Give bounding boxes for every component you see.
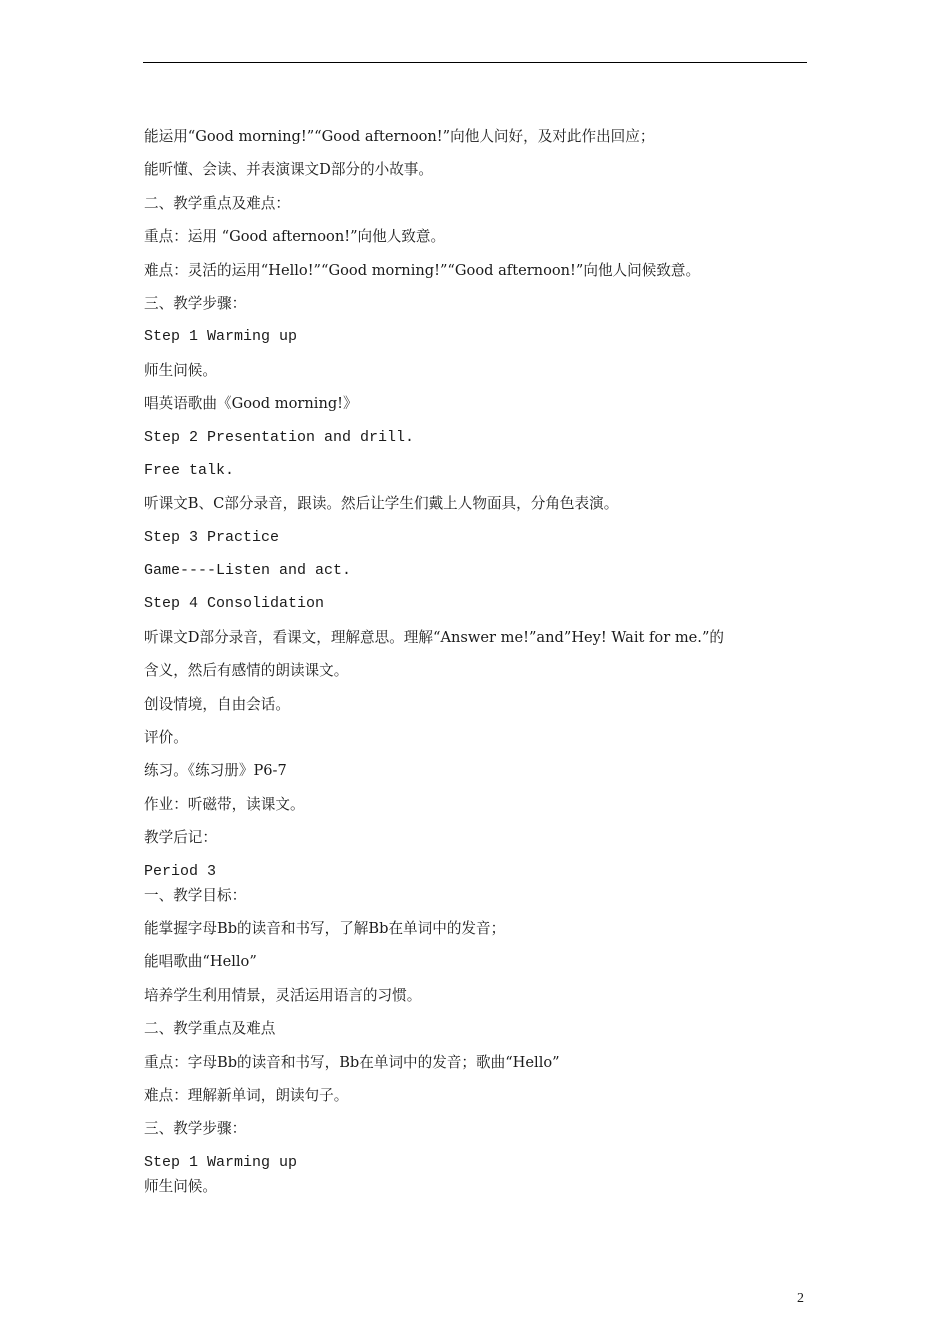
text-line: 创设情境，自由会话。 bbox=[144, 695, 290, 713]
section-heading: 三、教学步骤： bbox=[144, 294, 247, 312]
step-heading: Step 1 Warming up bbox=[144, 328, 298, 346]
text-line: 师生问候。 bbox=[144, 1177, 217, 1195]
text-line: 能运用“Good morning!”“Good afternoon!”向他人问好，及对此作出回应； bbox=[144, 128, 655, 145]
period-heading: Period 3 bbox=[144, 862, 217, 880]
text-line: 难点：理解新单词，朗读句子。 bbox=[144, 1086, 349, 1104]
text-line: 重点：运用 “Good afternoon!”向他人致意。 bbox=[144, 228, 446, 246]
text-line: 重点：字母Bb的读音和书写，Bb在单词中的发音；歌曲“Hello” bbox=[144, 1053, 560, 1071]
step-heading: Step 1 Warming up bbox=[144, 1153, 298, 1171]
text-line: 听课文D部分录音，看课文，理解意思。理解“Answer me!”and”Hey! Wait for me.”的 bbox=[144, 628, 725, 646]
text-line: 练习。《练习册》P6-7 bbox=[144, 762, 287, 780]
text-line: 听课文B、C部分录音，跟读。然后让学生们戴上人物面具，分角色表演。 bbox=[144, 495, 619, 513]
section-heading: 二、教学重点及难点 bbox=[144, 1020, 276, 1038]
step-heading: Step 3 Practice bbox=[144, 528, 280, 546]
text-line: 含义，然后有感情的朗读课文。 bbox=[144, 662, 349, 680]
text-line: 能听懂、会读、并表演课文D部分的小故事。 bbox=[144, 161, 433, 179]
text-line: 难点：灵活的运用“Hello!”“Good morning!”“Good afternoon!”向他人问候致意。 bbox=[144, 261, 701, 279]
text-line: 评价。 bbox=[144, 729, 188, 747]
step-heading: Step 4 Consolidation bbox=[144, 595, 325, 613]
text-line: 唱英语歌曲《Good morning!》 bbox=[144, 395, 358, 413]
section-heading: 三、教学步骤： bbox=[144, 1120, 247, 1138]
header-rule bbox=[143, 62, 807, 63]
text-line: 能唱歌曲“Hello” bbox=[144, 953, 257, 971]
text-line: 培养学生利用情景，灵活运用语言的习惯。 bbox=[144, 986, 422, 1004]
text-line: 能掌握字母Bb的读音和书写，了解Bb在单词中的发音； bbox=[144, 919, 506, 937]
text-line: 教学后记： bbox=[144, 829, 217, 847]
text-line: Game----Listen and act. bbox=[144, 562, 352, 580]
section-heading: 二、教学重点及难点： bbox=[144, 194, 290, 212]
text-line: Free talk. bbox=[144, 461, 235, 479]
page-number: 2 bbox=[797, 1291, 804, 1306]
document-body bbox=[144, 126, 808, 1209]
text-line: 师生问候。 bbox=[144, 361, 217, 379]
step-heading: Step 2 Presentation and drill. bbox=[144, 428, 415, 446]
text-line: 作业：听磁带，读课文。 bbox=[144, 795, 305, 813]
section-heading: 一、教学目标： bbox=[144, 886, 247, 904]
